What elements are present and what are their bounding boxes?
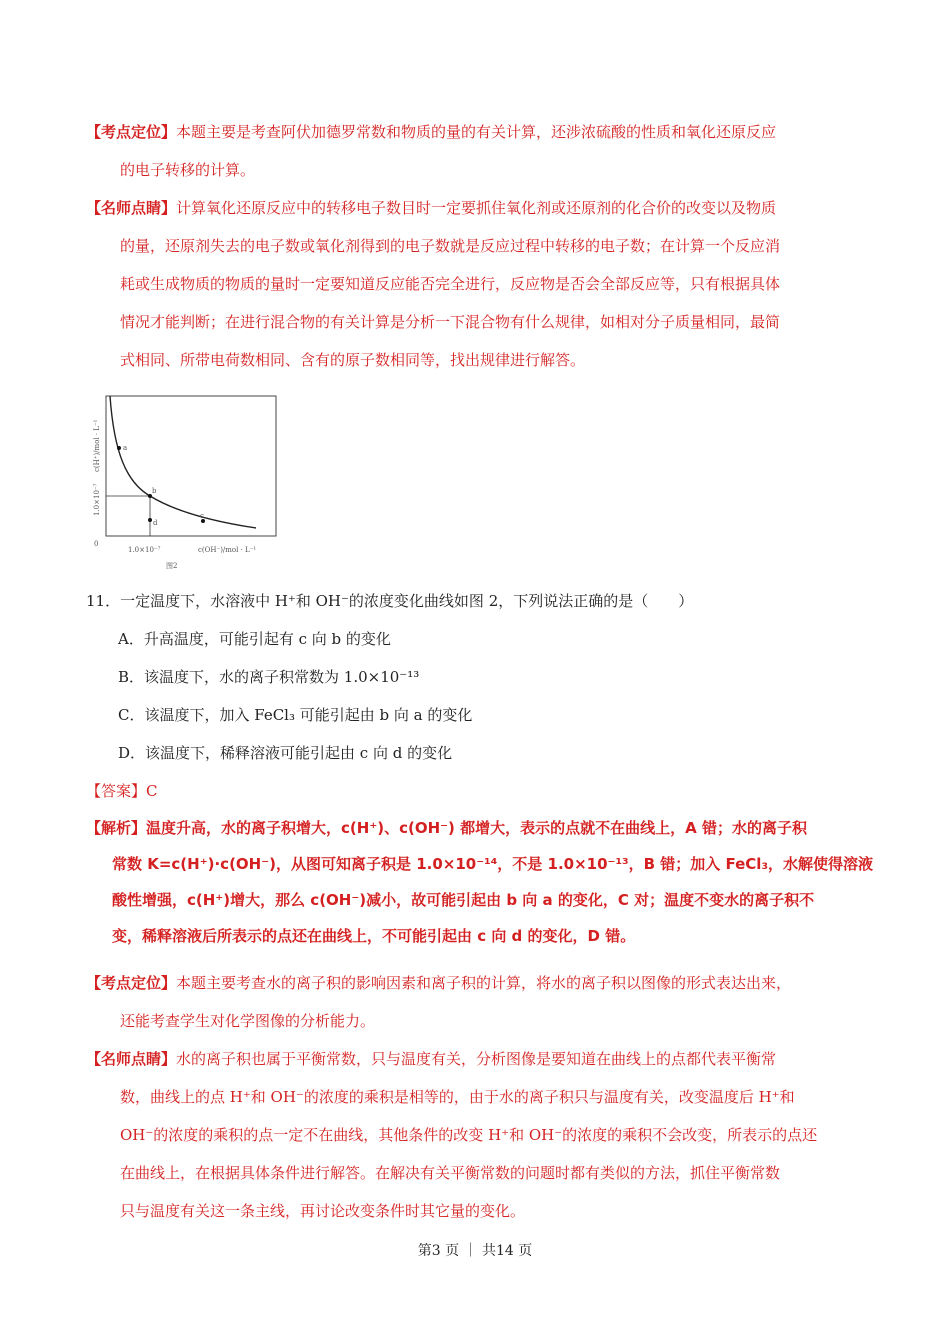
kaodian-text: 的电子转移的计算。 xyxy=(120,161,256,179)
kaodian-label: 【考点定位】 xyxy=(86,123,177,141)
point-d-label: d xyxy=(153,519,158,527)
mingshi-text: 水的离子积也属于平衡常数，只与温度有关，分析图像是要知道在曲线上的点都代表平衡常 xyxy=(176,1050,777,1068)
kaodian-text: 还能考查学生对化学图像的分析能力。 xyxy=(120,1012,376,1030)
x-tick-label: 1.0×10⁻⁷ xyxy=(128,546,161,554)
point-a-dot xyxy=(117,446,121,450)
analysis-label: 【解析】 xyxy=(86,819,147,837)
mingshi-text: 式相同、所带电荷数相同、含有的原子数相同等，找出规律进行解答。 xyxy=(120,351,586,369)
analysis-text: 温度升高，水的离子积增大，c(H⁺)、c(OH⁻) 都增大，表示的点就不在曲线上，A 错；水的离子积 xyxy=(146,819,807,837)
mingshi-section-2 xyxy=(86,1040,866,1230)
kaodian-section-2 xyxy=(86,964,866,1040)
analysis-text: 酸性增强，c(H⁺)增大，那么 c(OH⁻)减小，故可能引起由 b 向 a 的变化，C 对；温度不变水的离子积不 xyxy=(112,891,815,909)
option-a: A．升高温度，可能引起有 c 向 b 的变化 xyxy=(118,630,391,648)
analysis-section xyxy=(86,810,876,954)
curve-line xyxy=(110,396,256,528)
mingshi-section-1 xyxy=(86,189,866,379)
point-c-label: c xyxy=(200,512,204,520)
option-b: B．该温度下，水的离子积常数为 1.0×10⁻¹³ xyxy=(118,668,420,686)
mingshi-text: OH⁻的浓度的乘积的点一定不在曲线，其他条件的改变 H⁺和 OH⁻的浓度的乘积不会改变，所表示的点还 xyxy=(120,1126,818,1144)
mingshi-text: 计算氧化还原反应中的转移电子数目时一定要抓住氧化剂或还原剂的化合价的改变以及物质 xyxy=(176,199,777,217)
figure-caption: 图2 xyxy=(166,562,178,570)
analysis-text: 变，稀释溶液后所表示的点还在曲线上，不可能引起由 c 向 d 的变化，D 错。 xyxy=(112,927,636,945)
mingshi-label: 【名师点睛】 xyxy=(86,199,177,217)
plot-frame xyxy=(106,396,276,536)
kaodian-text: 本题主要考查水的离子积的影响因素和离子积的计算，将水的离子积以图像的形式表达出来， xyxy=(176,974,792,992)
mingshi-text: 在曲线上，在根据具体条件进行解答。在解决有关平衡常数的问题时都有类似的方法，抓住平衡常数 xyxy=(120,1164,781,1182)
y-axis-label: c(H⁺)/mol · L⁻¹ xyxy=(93,419,101,472)
y-tick-label: 1.0×10⁻⁷ xyxy=(93,483,101,516)
mingshi-text: 耗或生成物质的物质的量时一定要知道反应能否完全进行，反应物是否会全部反应等，只有根据具体 xyxy=(120,275,781,293)
option-d: D．该温度下，稀释溶液可能引起由 c 向 d 的变化 xyxy=(118,744,453,762)
figure-2 xyxy=(86,392,286,574)
answer-label: 【答案】 xyxy=(86,782,147,800)
mingshi-label: 【名师点睛】 xyxy=(86,1050,177,1068)
ion-product-curve xyxy=(86,392,286,574)
origin-label: 0 xyxy=(94,540,99,548)
kaodian-section-1 xyxy=(86,113,866,189)
x-axis-label: c(OH⁻)/mol · L⁻¹ xyxy=(198,546,257,554)
kaodian-label: 【考点定位】 xyxy=(86,974,177,992)
mingshi-text: 情况才能判断；在进行混合物的有关计算是分析一下混合物有什么规律，如相对分子质量相同，最简 xyxy=(120,313,781,331)
option-c: C．该温度下，加入 FeCl₃ 可能引起由 b 向 a 的变化 xyxy=(118,706,473,724)
answer-line xyxy=(86,772,158,810)
mingshi-text: 的量，还原剂失去的电子数或氧化剂得到的电子数就是反应过程中转移的电子数；在计算一个反应消 xyxy=(120,237,781,255)
page-footer: 第3 页 ｜ 共14 页 xyxy=(417,1243,533,1259)
point-d-dot xyxy=(148,518,152,522)
analysis-text: 常数 K=c(H⁺)·c(OH⁻)，从图可知离子积是 1.0×10⁻¹⁴，不是 1.0×10⁻¹³，B 错；加入 FeCl₃，水解使得溶液 xyxy=(112,855,874,873)
point-b-label: b xyxy=(152,487,157,495)
mingshi-text: 只与温度有关这一条主线，再讨论改变条件时其它量的变化。 xyxy=(120,1202,526,1220)
kaodian-text: 本题主要是考查阿伏加德罗常数和物质的量的有关计算，还涉浓硫酸的性质和氧化还原反应 xyxy=(176,123,777,141)
point-a-label: a xyxy=(123,444,128,452)
mingshi-text: 数，曲线上的点 H⁺和 OH⁻的浓度的乘积是相等的，由于水的离子积只与温度有关，改变温度后 H⁺和 xyxy=(120,1088,795,1106)
answer-value: C xyxy=(146,782,158,800)
question-stem: 11．一定温度下，水溶液中 H⁺和 OH⁻的浓度变化曲线如图 2，下列说法正确的是（ ） xyxy=(86,592,694,610)
